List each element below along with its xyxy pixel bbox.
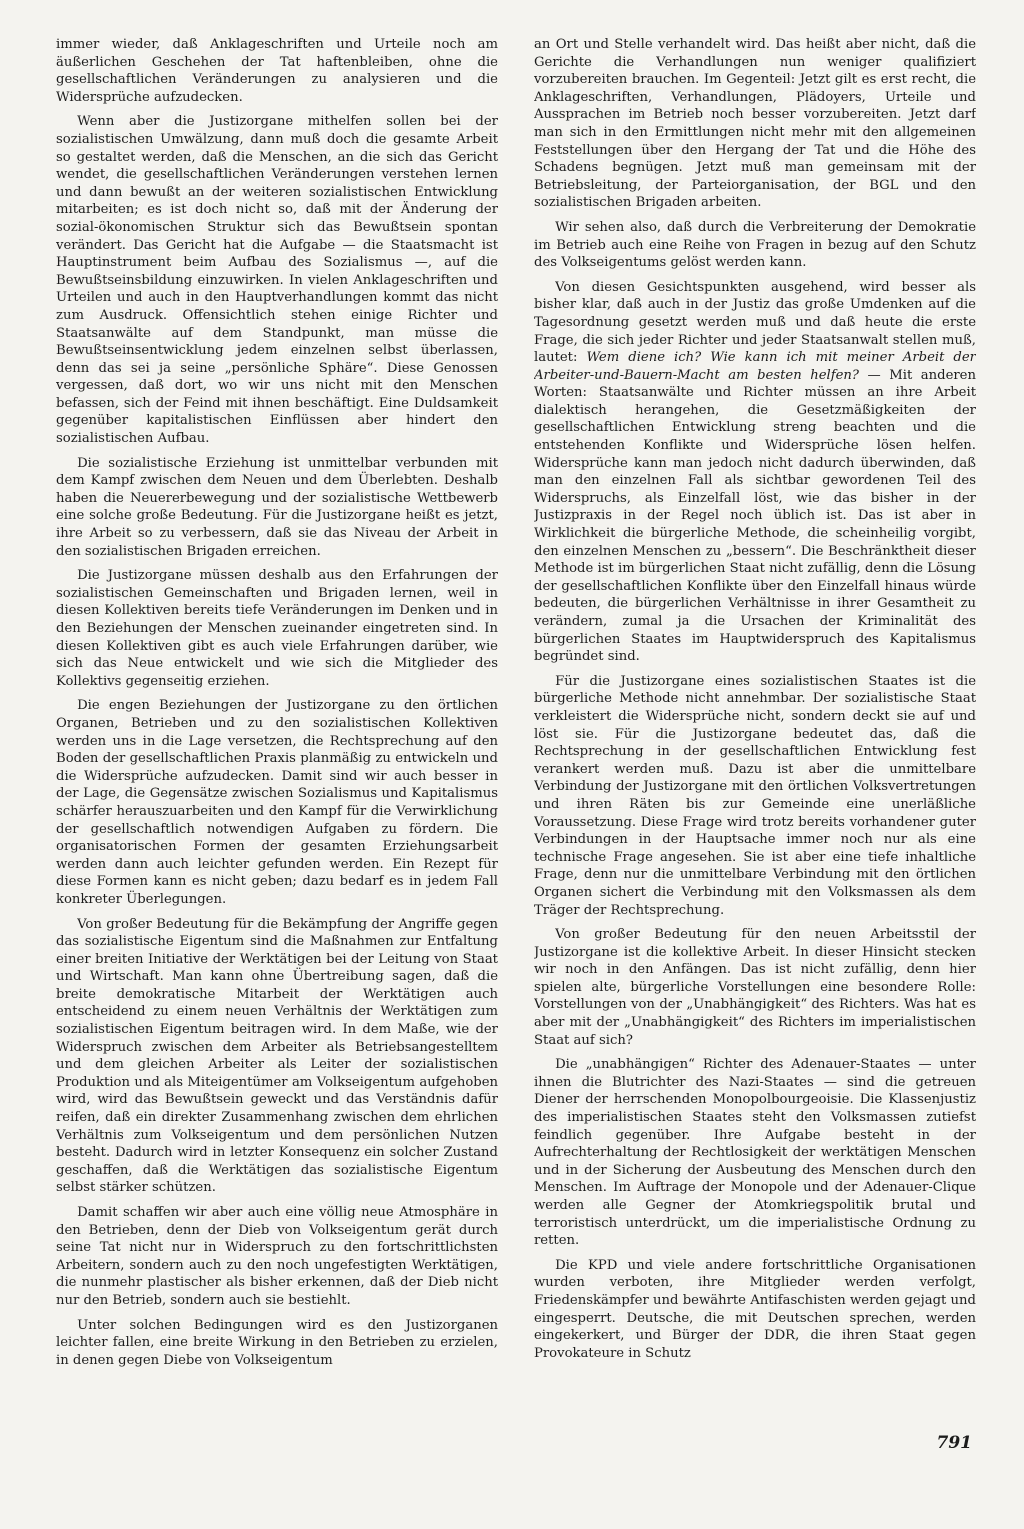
paragraph: an Ort und Stelle verhandelt wird. Das heißt aber nicht, daß die Gerichte die Verhandlungen nun weniger qualifiziert vorzubereiten brauchen. Im Gegenteil: Jetzt gilt es erst recht, die Anklageschriften, Verhandlungen, Plädoyers, Urteile und Aussprachen im Betrieb noch besser vorzubereiten. Jetzt darf man sich in den Ermittlungen nicht mehr mit den allgemeinen Feststellungen über den Hergang der Tat und die Höhe des Schadens begnügen. Jetzt muß man gemeinsam mit der Betriebsleitung, der Parteiorganisation, der BGL und den sozialistischen Brigaden arbeiten. — [534, 37, 976, 211]
paragraph: Unter solchen Bedingungen wird es den Justizorganen leichter fallen, eine breite Wirkung in den Betrieben zu erzielen, in denen gegen Diebe von Volkseigentum — [56, 1317, 498, 1368]
paragraph: Die „unabhängigen“ Richter des Adenauer-Staates — unter ihnen die Blutrichter des Nazi-Staates — sind die getreuen Diener der herrschenden Monopolbourgeoisie. Die Klassenjustiz des imperialistischen Staates steht den Volksmassen zutiefst feindlich gegenüber. Ihre Aufgabe besteht in der Aufrechterhaltung der Rechtlosigkeit der werktätigen Menschen und in der Sicherung der Ausbeutung des Menschen durch den Menschen. Im Auftrage der Monopole und der Adenauer-Clique werden alle Gegner der Atomkriegspolitik brutal und terroristisch unterdrückt, um die imperialistische Ordnung zu retten. — [534, 1057, 976, 1249]
paragraph: Die KPD und viele andere fortschrittliche Organisationen wurden verboten, ihre Mitglieder werden verfolgt, Friedenskämpfer und bewährte Antifaschisten werden gejagt und eingesperrt. Deutsche, die mit Deutschen sprechen, werden eingekerkert, und Bürger der DDR, die ihren Staat gegen Provokateure in Schutz — [534, 1257, 976, 1361]
paragraph: Wenn aber die Justizorgane mithelfen sollen bei der sozialistischen Umwälzung, dann muß doch die gesamte Arbeit so gestaltet werden, daß die Menschen, an die sich das Gericht wendet, die gesellschaftlichen Veränderungen verstehen lernen und dann bewußt an der weiteren sozialistischen Entwicklung mitarbeiten; es ist doch nicht so, daß mit der Änderung der sozial-ökonomischen Struktur sich das Bewußtsein spontan verändert. Das Gericht hat die Aufgabe — die Staatsmacht ist Hauptinstrument beim Aufbau des Sozialismus —, auf die Bewußtseinsbildung einzuwirken. In vielen Anklageschriften und Urteilen und auch in den Hauptverhandlungen kommt das nicht zum Ausdruck. Offensichtlich stehen einige Richter und Staatsanwälte auf dem Standpunkt, man müsse die Bewußtseinsentwicklung jedem einzelnen selbst überlassen, denn das sei ja seine „persönliche Sphäre“. Diese Genossen vergessen, daß dort, wo wir uns nicht mit den Menschen befassen, sich der Feind mit ihnen beschäftigt. Eine Duldsamkeit gegenüber kapitalistischen Einflüssen aber hindert den sozialistischen Aufbau. — [56, 114, 498, 447]
paragraph: Die sozialistische Erziehung ist unmittelbar verbunden mit dem Kampf zwischen dem Neuen und dem Überlebten. Deshalb haben die Neuererbewegung und der sozialistische Wettbewerb eine solche große Bedeutung. Für die Justizorgane heißt es jetzt, ihre Arbeit so zu verbessern, daß sie das Niveau der Arbeit in den sozialistischen Brigaden erreichen. — [56, 455, 498, 559]
paragraph: Für die Justizorgane eines sozialistischen Staates ist die bürgerliche Methode nicht annehmbar. Der sozialistische Staat verkleistert die Widersprüche nicht, sondern deckt sie auf und löst sie. Für die Justizorgane bedeutet das, daß die Rechtsprechung in der gesellschaftlichen Entwicklung fest verankert werden muß. Dazu ist aber die unmittelbare Verbindung der Justizorgane mit den örtlichen Volksvertretungen und ihren Räten bis zur Gemeinde eine unerläßliche Voraussetzung. Diese Frage wird trotz bereits vorhandener guter Verbindungen in der Hauptsache immer noch nur als eine technische Frage angesehen. Sie ist aber eine tiefe inhaltliche Frage, denn nur die unmittelbare Verbindung mit den örtlichen Organen sichert die Verbindung mit den Volksmassen als dem Träger der Rechtsprechung. — [534, 673, 976, 918]
page-number: 791 — [936, 1433, 972, 1453]
paragraph: Von großer Bedeutung für die Bekämpfung der Angriffe gegen das sozialistische Eigentum sind die Maßnahmen zur Entfaltung einer breiten Initiative der Werktätigen bei der Leitung von Staat und Wirtschaft. Man kann ohne Übertreibung sagen, daß die breite demokratische Mitarbeit der Werktätigen auch entscheidend zu einem neuen Verhältnis der Werktätigen zum sozialistischen Eigentum beitragen wird. In dem Maße, wie der Widerspruch zwischen dem Arbeiter als Betriebsangestelltem und dem gleichen Arbeiter als Leiter der sozialistischen Produktion und als Miteigentümer am Volkseigentum aufgehoben wird, wird das Bewußtsein geweckt und das Verständnis dafür reifen, daß ein direkter Zusammenhang zwischen dem ehrlichen Verhältnis zum Volkseigentum und dem persönlichen Nutzen besteht. Dadurch wird in letzter Konsequenz ein solcher Zustand geschaffen, daß die Werktätigen das sozialistische Eigentum selbst stärker schützen. — [56, 916, 498, 1196]
paragraph: Wir sehen also, daß durch die Verbreiterung der Demokratie im Betrieb auch eine Reihe von Fragen in bezug auf den Schutz des Volkseigentums gelöst werden kann. — [534, 219, 976, 271]
right-column — [534, 36, 976, 1441]
paragraph: Von großer Bedeutung für den neuen Arbeitsstil der Justizorgane ist die kollektive Arbeit. In dieser Hinsicht stecken wir noch in den Anfängen. Das ist nicht zufällig, denn hier spielen alte, bürgerliche Vorstellungen eine besondere Rolle: Vorstellungen von der „Unabhängigkeit“ des Richters. Was hat es aber mit der „Unabhängigkeit“ des Richters im imperialistischen Staat auf sich? — [534, 927, 976, 1048]
paragraph: Damit schaffen wir aber auch eine völlig neue Atmosphäre in den Betrieben, denn der Dieb von Volkseigentum gerät durch seine Tat nicht nur in Widerspruch zu den fortschrittlichsten Arbeitern, sondern auch zu den noch ungefestigten Werktätigen, die nunmehr plastischer als bisher erkennen, daß der Dieb nicht nur den Betrieb, sondern auch sie bestiehlt. — [56, 1205, 498, 1308]
paragraph-text: — Mit anderen Worten: Staatsanwälte und Richter müssen an ihre Arbeit dialektisch herangehen, die Gesetzmäßigkeiten der gesellschaftlichen Entwicklung streng beachten und die entstehenden Konflikte und Widersprüche lösen helfen. Widersprüche kann man jedoch nicht dadurch überwinden, daß man den einzelnen Fall als sichtbar gewordenen Teil des Widerspruchs, als Einzelfall löst, wie das bisher in der Justizpraxis in der Regel noch üblich ist. Das ist aber in Wirklichkeit die bürgerliche Methode, die scheinheilig vorgibt, den einzelnen Menschen zu „bessern“. Die Beschränktheit dieser Methode ist im bürgerlichen Staat nicht zufällig, denn die Lösung der gesellschaftlichen Konflikte über den Einzelfall hinaus würde bedeuten, die bürgerlichen Verhältnisse in ihrer Gesamtheit zu verändern, zumal ja die Ursachen der Kriminalität des bürgerlichen Staates im Hauptwiderspruch des Kapitalismus begründet sind. — [534, 367, 976, 665]
paragraph-text: Von diesen Gesichtspunkten ausgehend, wird besser als bisher klar, daß auch in der Justiz das große Umdenken auf die Tagesordnung gesetzt werden muß und daß heute die erste Frage, die sich jeder Richter und jeder Staatsanwalt stellen muß, lautet: — [534, 279, 976, 366]
paragraph: Die Justizorgane müssen deshalb aus den Erfahrungen der sozialistischen Gemeinschaften und Brigaden lernen, weil in diesen Kollektiven bereits tiefe Veränderungen im Denken und in den Beziehungen der Menschen zueinander eingetreten sind. In diesen Kollektiven gibt es auch viele Erfahrungen darüber, wie sich das Neue entwickelt und wie sich die Mitglieder des Kollektivs gegenseitig erziehen. — [56, 568, 498, 689]
emphasized-question: Wem diene ich? Wie kann ich mit meiner Arbeit der Arbeiter-und-Bauern-Macht am besten helfen? — [534, 350, 976, 383]
text-columns — [56, 36, 976, 1441]
paragraph — [534, 279, 976, 666]
paragraph: immer wieder, daß Anklageschriften und Urteile noch am äußerlichen Geschehen der Tat haftenbleiben, ohne die gesellschaftlichen Veränderungen zu analysieren und die Widersprüche aufzudecken. — [56, 37, 498, 105]
left-column — [56, 36, 498, 1441]
paragraph: Die engen Beziehungen der Justizorgane zu den örtlichen Organen, Betrieben und zu den sozialistischen Kollektiven werden uns in die Lage versetzen, die Rechtsprechung auf den Boden der gesellschaftlichen Praxis planmäßig zu entwickeln und die Widersprüche aufzudecken. Damit sind wir auch besser in der Lage, die Gegensätze zwischen Sozialismus und Kapitalismus schärfer herauszuarbeiten und den Kampf für die Verwirklichung der gesellschaftlich notwendigen Aufgaben zu fördern. Die organisatorischen Formen der gesamten Erziehungsarbeit werden dann auch leichter gefunden werden. Ein Rezept für diese Formen kann es nicht geben; dazu bedarf es in jedem Fall konkreter Überlegungen. — [56, 698, 498, 907]
